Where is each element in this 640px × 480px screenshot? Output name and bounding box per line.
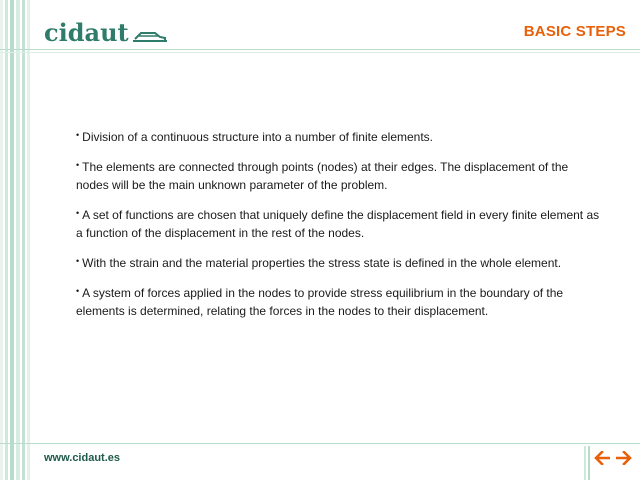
arrow-left-icon bbox=[594, 451, 610, 465]
bullet-item-3 bbox=[76, 204, 602, 242]
car-icon bbox=[133, 29, 167, 43]
bullet-item-1 bbox=[76, 126, 602, 146]
bullet-icon: • bbox=[76, 208, 80, 218]
bullet-icon: • bbox=[76, 160, 80, 170]
slide-header bbox=[0, 0, 640, 50]
footer-url-link[interactable]: www.cidaut.es bbox=[44, 452, 121, 464]
bullet-icon: • bbox=[76, 256, 80, 266]
bullet-item-2 bbox=[76, 156, 602, 194]
bullet-list bbox=[76, 126, 602, 330]
cidaut-logo bbox=[44, 20, 167, 46]
slide-navigation bbox=[594, 450, 632, 466]
bullet-icon: • bbox=[76, 130, 80, 140]
arrow-right-icon bbox=[616, 451, 632, 465]
header-divider-secondary bbox=[0, 52, 640, 53]
logo-text: cidaut bbox=[44, 18, 129, 47]
bullet-text-2: The elements are connected through points (nodes) at their edges. The displacement of the nodes will be the main unknown parameter of the problem. bbox=[76, 160, 569, 192]
header-divider bbox=[0, 49, 640, 50]
slide-footer bbox=[0, 446, 640, 480]
footer-divider bbox=[0, 443, 640, 444]
bullet-icon: • bbox=[76, 286, 80, 296]
bullet-text-4: With the strain and the material properties the stress state is defined in the whole element. bbox=[82, 256, 562, 270]
bullet-item-5 bbox=[76, 282, 602, 320]
bullet-text-1: Division of a continuous structure into a number of finite elements. bbox=[82, 130, 434, 144]
bullet-item-4 bbox=[76, 252, 602, 272]
slide-title: BASIC STEPS bbox=[523, 23, 626, 40]
bullet-text-5: A system of forces applied in the nodes to provide stress equilibrium in the boundary of the elements is determined, relating the forces in the nodes to their displacement. bbox=[76, 286, 564, 318]
bullet-text-3: A set of functions are chosen that uniquely define the displacement field in every finite element as a function of the displacement in the rest of the nodes. bbox=[76, 208, 600, 240]
next-slide-button[interactable] bbox=[616, 450, 632, 466]
prev-slide-button[interactable] bbox=[594, 450, 610, 466]
left-decorative-stripes bbox=[0, 0, 34, 480]
